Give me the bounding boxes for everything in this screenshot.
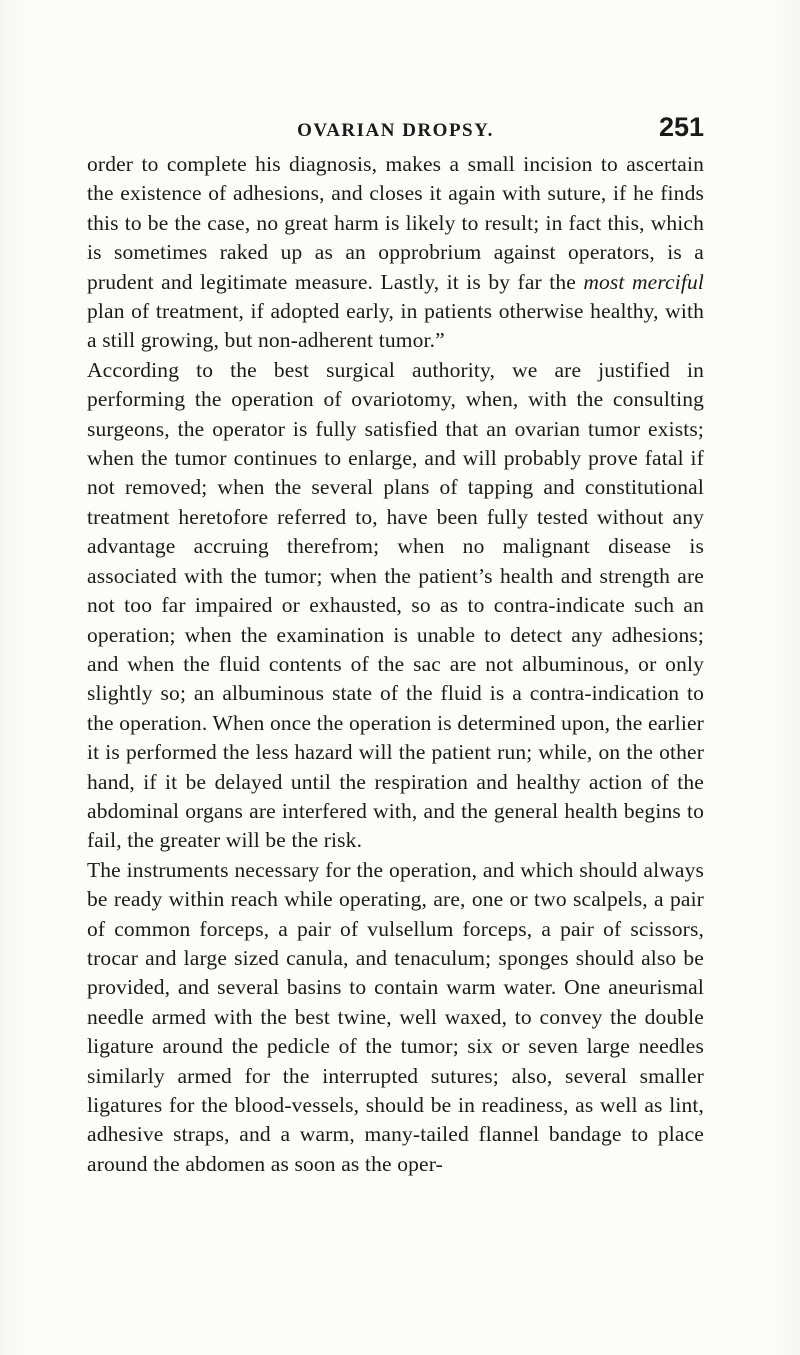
paragraph-indications: According to the best surgical authority, we are justified in performing the operation of ovariotomy, when, with the consulting surgeons, the operator is fully satisfied that an ovarian tumor exists; when the tumor continues to enlarge, and will probably prove fatal if not removed; when the several plans of tapping and constitutional treatment heretofore referred to, have been fully tested without any advantage accruing therefrom; when no malignant disease is associated with the tumor; when the patient’s health and strength are not too far impaired or exhausted, so as to contra-indicate such an operation; when the examination is unable to detect any adhesions; and when the fluid contents of the sac are not albuminous, or only slightly so; an albuminous state of the fluid is a contra-indication to the operation. When once the operation is determined upon, the earlier it is performed the less hazard will the patient run; while, on the other hand, if it be delayed until the respiration and healthy action of the abdominal organs are interfered with, and the general health begins to fail, the greater will be the risk.	[87, 357, 704, 853]
paragraph-1-text: order to complete his diagnosis, makes a small incision to ascertain the existence of adhesions, and closes it again with suture, if he finds this to be the case, no great harm is likely to result; in fact this, which is sometimes raked up as an opprobrium against operators, is a prudent and legitimate measure. Lastly, it is by far the	[87, 152, 704, 294]
paragraph-1-text-end: plan of treatment, if adopted early, in patients otherwise healthy, with a still growing, but non-adherent tumor.”	[87, 299, 704, 353]
body-text	[87, 150, 704, 1179]
emphasis-text: most merciful	[583, 269, 705, 294]
running-head	[87, 112, 704, 152]
paragraph-instruments: The instruments necessary for the operation, and which should always be ready within reach while operating, are, one or two scalpels, a pair of common forceps, a pair of vulsellum forceps, a pair of scissors, trocar and large sized canula, and tenaculum; sponges should also be provided, and several basins to contain warm water. One aneurismal needle armed with the best twine, well waxed, to convey the double ligature around the pedicle of the tumor; six or seven large needles similarly armed for the interrupted sutures; also, several smaller ligatures for the blood-vessels, should be in readiness, as well as lint, adhesive straps, and a warm, many-tailed flannel bandage to place around the abdomen as soon as the oper-	[87, 857, 704, 1176]
page-number: 251	[658, 112, 704, 142]
running-title: OVARIAN DROPSY.	[297, 120, 494, 141]
paragraph-continued	[87, 150, 704, 356]
